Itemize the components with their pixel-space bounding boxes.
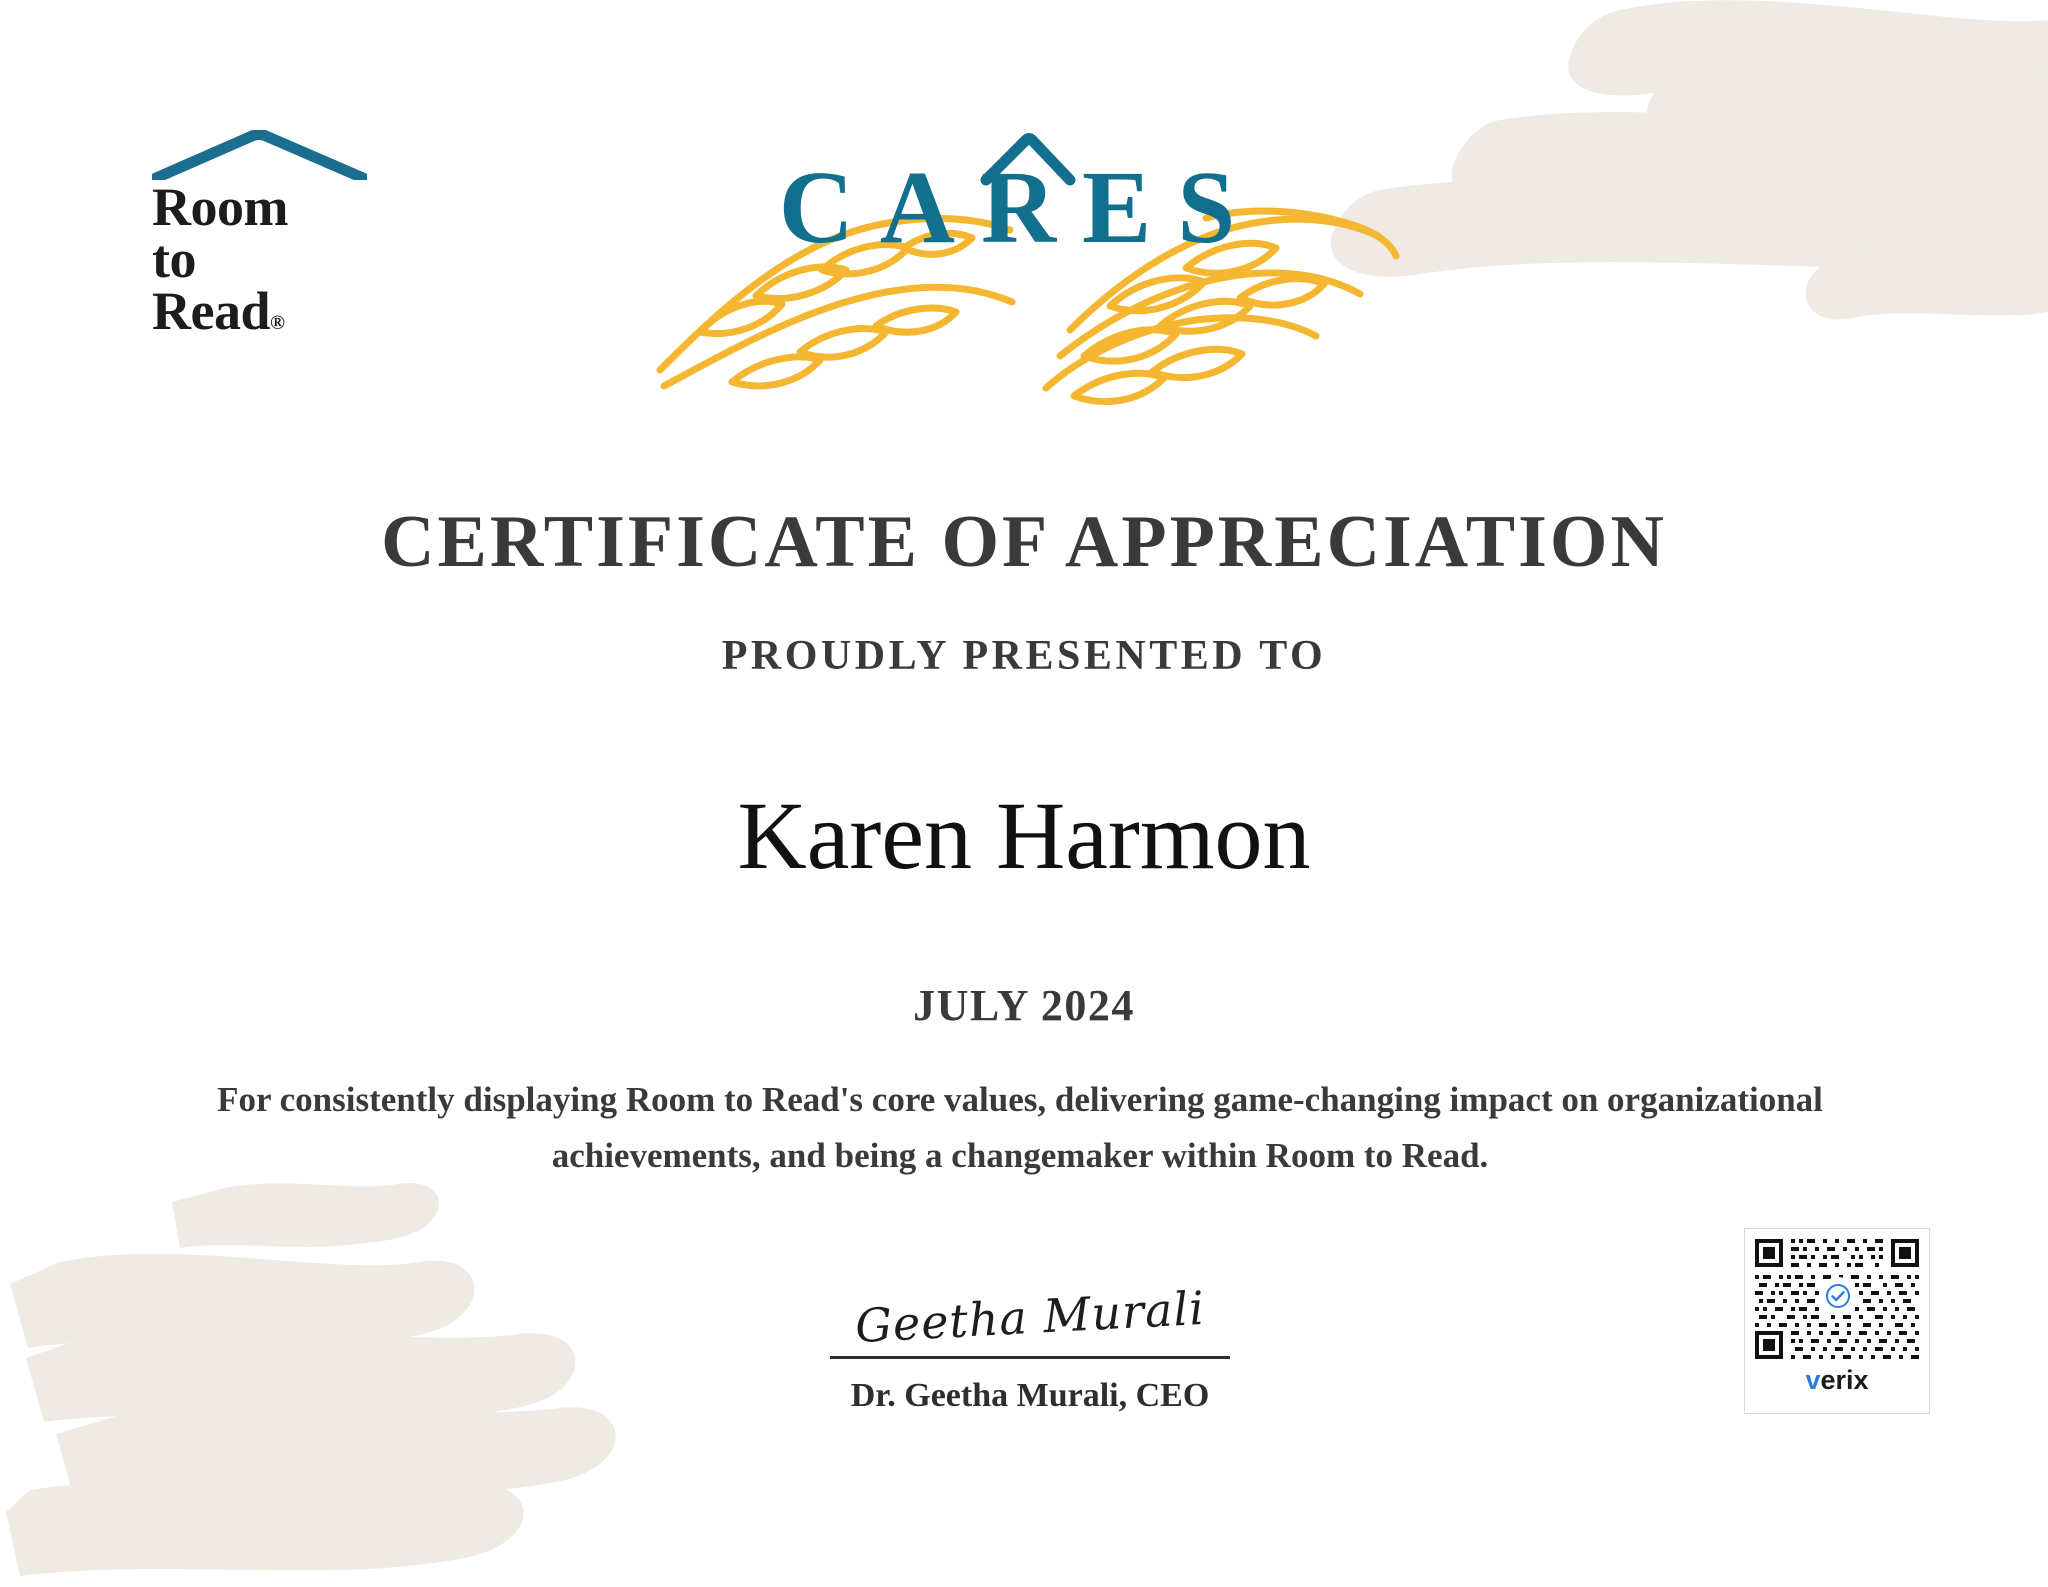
logo-wordmark xyxy=(152,177,382,341)
cares-program-logo xyxy=(640,120,1400,440)
certificate-title: CERTIFICATE OF APPRECIATION xyxy=(381,501,1667,583)
chevron-accent-icon xyxy=(980,128,1076,188)
signatory-name: Dr. Geetha Murali, CEO xyxy=(850,1377,1210,1414)
qr-code-icon[interactable] xyxy=(1751,1235,1923,1363)
logo-line-2: to xyxy=(152,228,196,289)
certificate-date: JULY 2024 xyxy=(913,981,1135,1030)
verix-label-lead: v xyxy=(1805,1365,1821,1395)
certificate-subtitle: PROUDLY PRESENTED TO xyxy=(721,633,1327,679)
verified-check-icon xyxy=(1821,1279,1855,1313)
certificate-citation: For consistently displaying Room to Read's core values, delivering game-changing impact on organizational achievements, and being a changemaker within Room to Read. xyxy=(217,1080,1823,1175)
signature-block xyxy=(810,1280,1250,1415)
logo-line-1: Room xyxy=(152,177,288,237)
house-roof-icon xyxy=(152,130,367,180)
signature-script: Geetha Murali xyxy=(853,1280,1207,1354)
verix-verification-badge[interactable] xyxy=(1744,1228,1930,1414)
logo-line-3: Read xyxy=(152,280,270,341)
signature-rule xyxy=(830,1356,1230,1359)
verix-label xyxy=(1751,1365,1923,1396)
logo-line-3-wrap xyxy=(152,280,382,341)
room-to-read-logo xyxy=(152,130,382,341)
cares-wordmark: CARES xyxy=(778,150,1262,265)
verix-label-rest: erix xyxy=(1820,1365,1869,1395)
registered-mark: ® xyxy=(270,311,285,334)
recipient-name: Karen Harmon xyxy=(737,782,1311,889)
